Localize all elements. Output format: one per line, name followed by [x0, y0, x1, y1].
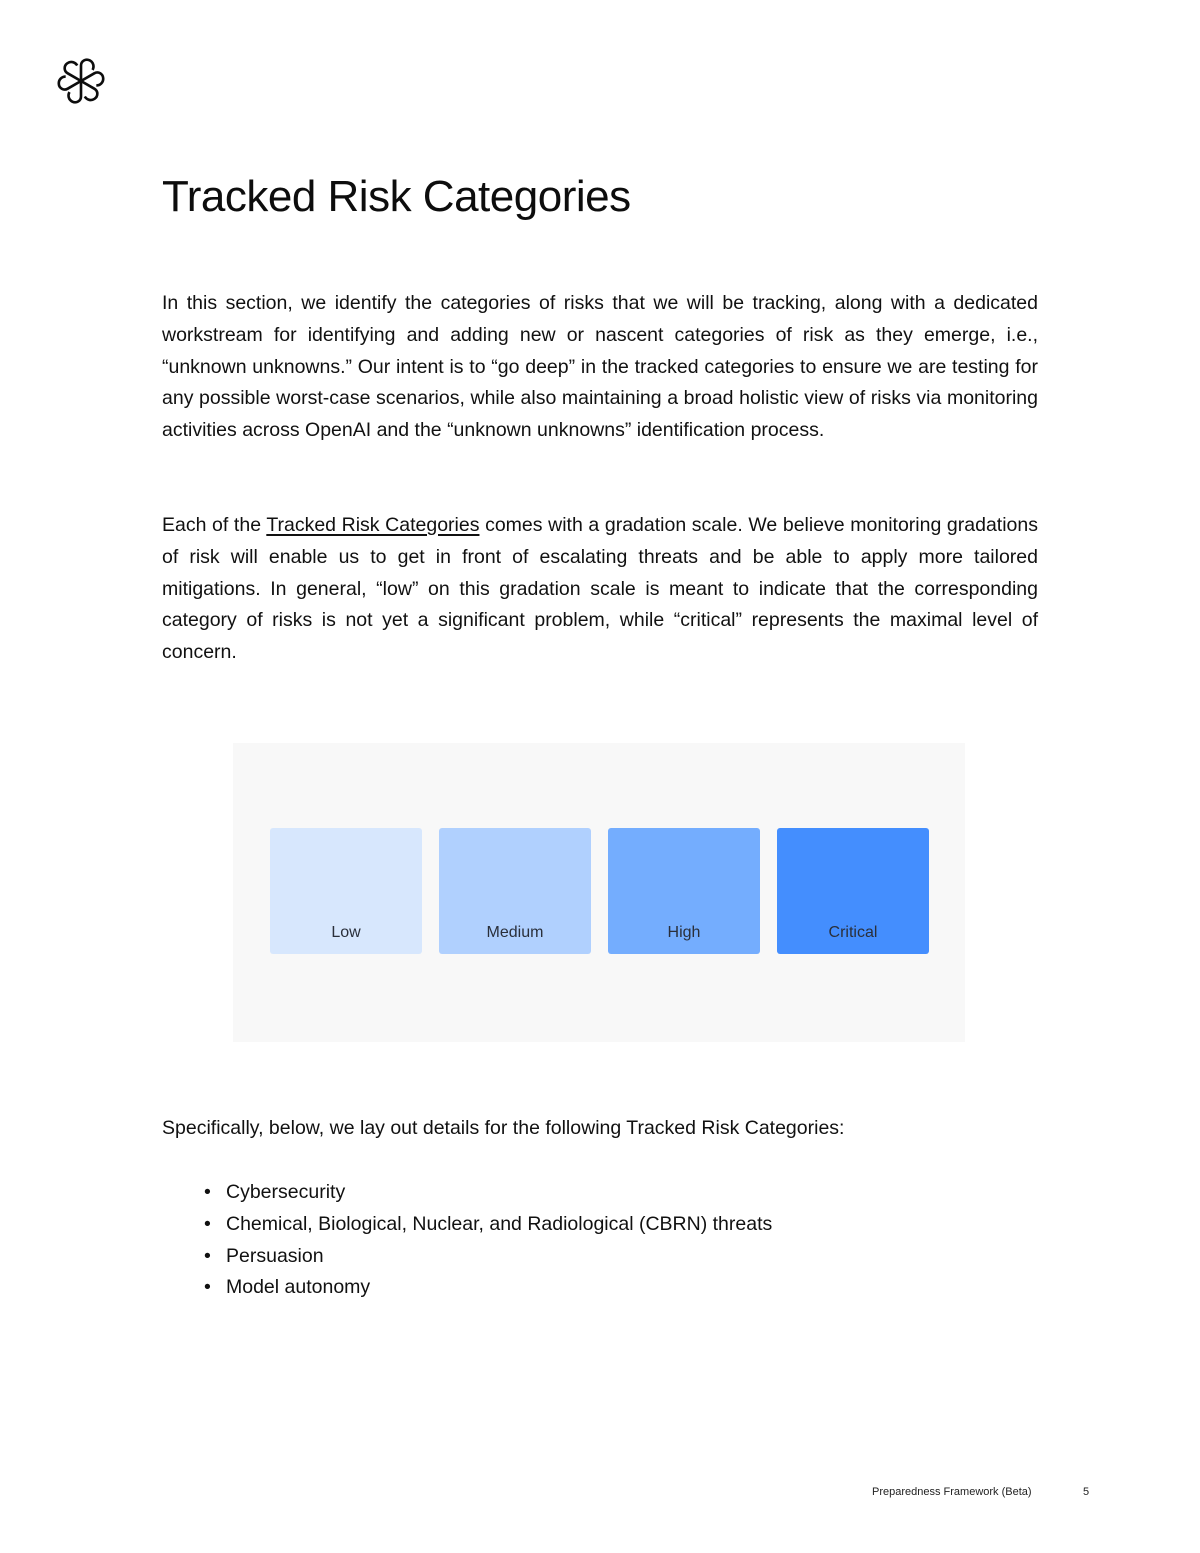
bullet-icon: •: [204, 1181, 211, 1203]
list-item-text: Cybersecurity: [226, 1181, 346, 1203]
categories-intro-paragraph: Specifically, below, we lay out details for the following Tracked Risk Categories:: [162, 1117, 845, 1139]
tracked-risk-categories-link[interactable]: Tracked Risk Categories: [266, 514, 480, 536]
openai-logo-icon: [57, 57, 105, 105]
gradation-text-before: Each of the: [162, 514, 267, 536]
gradation-paragraph: [162, 510, 1038, 669]
bullet-icon: •: [204, 1212, 211, 1235]
list-item-text: Persuasion: [226, 1244, 324, 1267]
scale-level-label: High: [667, 924, 701, 941]
bullet-icon: •: [204, 1276, 211, 1299]
list-item-text: Model autonomy: [226, 1276, 371, 1299]
scale-level-label: Low: [331, 924, 361, 941]
footer-document-title: Preparedness Framework (Beta): [872, 1486, 1032, 1498]
list-item: [200, 1241, 772, 1273]
list-item: [200, 1209, 772, 1241]
scale-level-high: [608, 828, 760, 954]
scale-level-critical: [777, 828, 929, 954]
gradation-text-after: comes with a gradation scale. We believe monitoring gradations of risk will enable us to get in front of escalating threats and be able to apply more tailored mitigations. In general, “low” on this gradation scale is meant to indicate that the corresponding category of risks is not yet a significant problem, while “critical” represents the maximal level of concern.: [162, 514, 1038, 664]
risk-categories-list: [200, 1177, 772, 1304]
list-item: [200, 1272, 772, 1304]
intro-paragraph: In this section, we identify the categories of risks that we will be tracking, along with a dedicated workstream for identifying and adding new or nascent categories of risk as they emerge, i.e., “unknown unknowns.” Our intent is to “go deep” in the tracked categories to ensure we are testing for any possible worst-case scenarios, while also maintaining a broad holistic view of risks via monitoring activities across OpenAI and the “unknown unknowns” identification process.: [162, 292, 1038, 442]
scale-level-label: Critical: [828, 924, 878, 941]
list-item-text: Chemical, Biological, Nuclear, and Radiological (CBRN) threats: [226, 1212, 773, 1235]
scale-level-low: [270, 828, 422, 954]
scale-level-label: Medium: [486, 924, 544, 941]
bullet-icon: •: [204, 1244, 211, 1267]
footer-page-number: 5: [1083, 1486, 1090, 1498]
gradation-scale-figure: [233, 743, 965, 1042]
list-item: [200, 1177, 772, 1209]
scale-level-medium: [439, 828, 591, 954]
page-title: Tracked Risk Categories: [162, 172, 631, 221]
